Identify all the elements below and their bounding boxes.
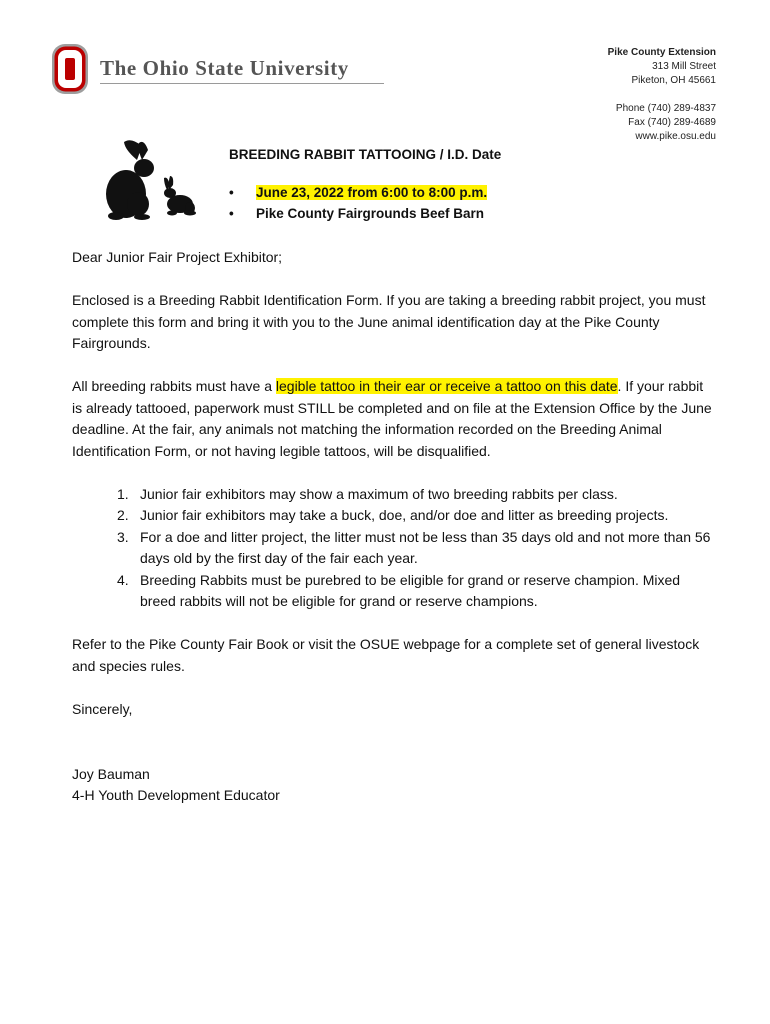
- extension-contact-block: [608, 46, 716, 144]
- list-item-text: For a doe and litter project, the litter must not be less than 35 days old and not more than 56 days old by the first day of the fair each year.: [140, 528, 711, 566]
- city-state-zip: Piketon, OH 45661: [631, 75, 716, 86]
- signer-title: 4-H Youth Development Educator: [72, 787, 280, 803]
- phone-number: Phone (740) 289-4837: [615, 103, 716, 114]
- logo-divider: [100, 83, 384, 84]
- event-details-list: [229, 182, 487, 224]
- list-item-number: 1.: [117, 485, 129, 502]
- fax-number: Fax (740) 289-4689: [628, 117, 716, 128]
- greeting: Dear Junior Fair Project Exhibitor;: [72, 249, 283, 265]
- letter-body: [72, 247, 712, 807]
- block-o-logo-icon: [52, 44, 88, 94]
- list-item-number: 2.: [117, 507, 129, 523]
- event-location-item: [229, 203, 487, 224]
- list-item: [72, 570, 712, 613]
- signer-name: Joy Bauman: [72, 765, 150, 782]
- event-location: Pike County Fairgrounds Beef Barn: [256, 206, 485, 221]
- osu-logo: [52, 44, 392, 96]
- event-date-time: June 23, 2022 from 6:00 to 8:00 p.m.: [256, 185, 488, 200]
- list-item: [72, 484, 712, 506]
- list-item: [72, 505, 712, 527]
- paragraph-fair-book-reference: Refer to the Pike County Fair Book or visit the OSUE webpage for a complete set of general livestock and species rules.: [72, 636, 700, 674]
- paragraph-form-intro: Enclosed is a Breeding Rabbit Identification Form. If you are taking a breeding rabbit project, you must complete this form and bring it with you to the June animal identification day at the Pike County Fairgrounds.: [72, 292, 706, 351]
- valediction: Sincerely,: [72, 700, 133, 717]
- website-link[interactable]: www.pike.osu.edu: [635, 131, 716, 142]
- tattoo-text-start: All breeding rabbits must have a: [72, 378, 276, 394]
- list-item: [72, 527, 712, 570]
- paragraph-tattoo-requirement: [72, 376, 712, 462]
- event-title: BREEDING RABBIT TATTOOING / I.D. Date: [229, 147, 502, 162]
- list-item-number: 4.: [117, 571, 129, 588]
- university-name: The Ohio State University: [100, 56, 349, 80]
- bullet-icon: •: [229, 206, 234, 221]
- list-item-text: Junior fair exhibitors may show a maximum of two breeding rabbits per class.: [140, 485, 618, 502]
- list-item-text: Breeding Rabbits must be purebred to be eligible for grand or reserve champion. Mixed breed rabbits will not be eligible for grand or reserve champions.: [140, 571, 681, 609]
- tattoo-text-end: . If your rabbit is already tattooed, paperwork must STILL be completed and on file at the Extension Office by the June deadline. At the fair, any animals not matching the information recorded on the Breeding Animal Identification Form, or not having legible tattoos, will be disqualified.: [72, 378, 712, 459]
- event-date-item: [229, 182, 487, 203]
- rules-list: [72, 484, 712, 613]
- list-item-text: Junior fair exhibitors may take a buck, doe, and/or doe and litter as breeding projects.: [140, 507, 669, 523]
- rabbit-silhouettes-icon: [104, 138, 204, 220]
- street-address: 313 Mill Street: [652, 61, 716, 72]
- list-item-number: 3.: [117, 528, 129, 545]
- bullet-icon: •: [229, 185, 234, 200]
- tattoo-highlight: legible tattoo in their ear or receive a tattoo on this date: [275, 378, 618, 394]
- extension-office-name: Pike County Extension: [607, 47, 716, 58]
